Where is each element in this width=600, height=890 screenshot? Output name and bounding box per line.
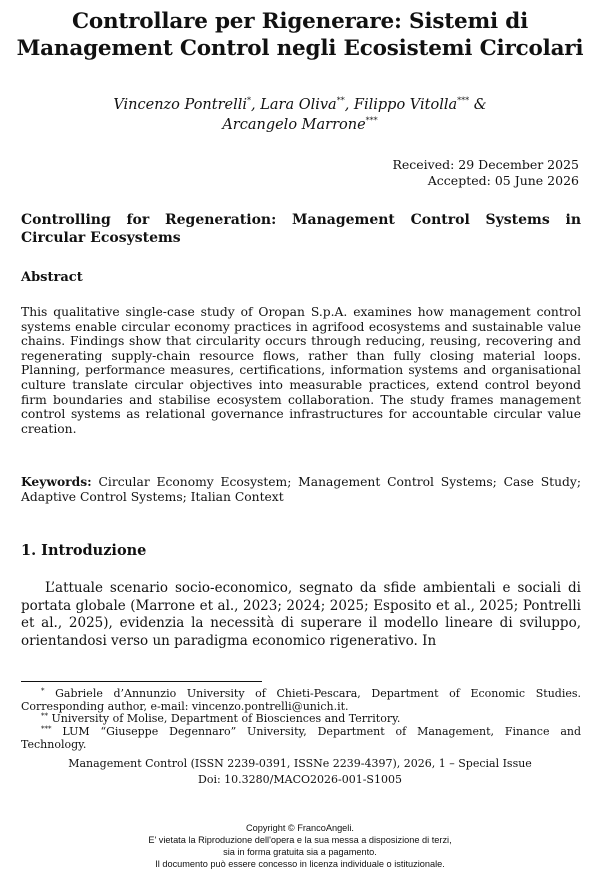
footnote-mark: ** <box>41 712 48 720</box>
footnote-text: Gabriele d’Annunzio University of Chieti-Pescara, Department of Economic Studies. Corresponding author, e-mail: vincenzo.pontrelli@unich.it. <box>21 687 581 713</box>
footnote <box>21 712 581 725</box>
keywords <box>21 475 581 504</box>
footnote <box>21 687 581 713</box>
footnote-divider <box>21 681 262 682</box>
footnote-text: LUM “Giuseppe Degennaro” University, Department of Management, Finance and Technology. <box>21 725 581 751</box>
copyright-line: sia in forma gratuita sia a pagamento. <box>223 847 377 857</box>
footnote-text: University of Molise, Department of Biosciences and Territory. <box>48 712 401 725</box>
journal-doi: Doi: 10.3280/MACO2026-001-S1005 <box>198 773 402 786</box>
author-line-1 <box>0 95 600 115</box>
footnote-mark: *** <box>41 725 52 733</box>
author-separator: & <box>469 97 487 113</box>
copyright-line: E' vietata la Riproduzione dell'opera e la sua messa a disposizione di terzi, <box>148 835 452 845</box>
submission-dates <box>392 157 579 189</box>
received-date: Received: 29 December 2025 <box>392 157 579 172</box>
paper-title <box>0 8 600 62</box>
copyright-notice <box>0 822 600 870</box>
affiliation-mark: * <box>247 96 252 105</box>
abstract-text: This qualitative single-case study of Oropan S.p.A. examines how management control systems enable circular economy practices in agrifood ecosystems and sustainable value chains. Findings show that circularity occurs through reducing, reusing, recovering and regenerating supply-chain resource flows, rather than fully closing material loops. Planning, performance measures, certifications, information systems and organisational culture translate circular objectives into measurable practices, extend control beyond firm boundaries and stabilise ecosystem collaboration. The study frames management control systems as relational governance infrastructures for accountable circular value creation. <box>21 305 581 436</box>
keywords-text: Circular Economy Ecosystem; Management Control Systems; Case Study; Adaptive Control Systems; Italian Context <box>21 475 581 504</box>
section-heading: 1. Introduzione <box>21 542 147 559</box>
title-line-2: Management Control negli Ecosistemi Circolari <box>16 36 584 61</box>
copyright-line: Il documento può essere concesso in licenza individuale o istituzionale. <box>155 859 445 869</box>
affiliation-mark: ** <box>336 96 345 105</box>
affiliation-mark: *** <box>457 96 470 105</box>
footnote <box>21 725 581 751</box>
affiliation-mark: *** <box>365 116 378 125</box>
journal-info <box>0 756 600 788</box>
author-separator: , <box>251 97 261 113</box>
title-line-1: Controllare per Rigenerare: Sistemi di <box>71 9 529 34</box>
author-name: Filippo Vitolla <box>353 97 458 113</box>
author-name: Vincenzo Pontrelli <box>113 97 248 113</box>
accepted-date: Accepted: 05 June 2026 <box>427 173 579 188</box>
english-title: Controlling for Regeneration: Management Control Systems in Circular Ecosystems <box>21 212 581 246</box>
journal-citation: Management Control (ISSN 2239-0391, ISSNe 2239-4397), 2026, 1 – Special Issue <box>68 757 532 770</box>
author-list <box>0 95 600 135</box>
author-name: Lara Oliva <box>260 97 337 113</box>
author-name: Arcangelo Marrone <box>222 117 366 133</box>
author-separator: , <box>344 97 354 113</box>
copyright-line: Copyright © FrancoAngeli. <box>246 823 354 833</box>
keywords-label: Keywords: <box>21 474 92 489</box>
abstract-heading: Abstract <box>21 270 83 285</box>
author-line-2 <box>0 115 600 135</box>
body-paragraph: L’attuale scenario socio-economico, segnato da sfide ambientali e sociali di portata globale (Marrone et al., 2023; 2024; 2025; Esposito et al., 2025; Pontrelli et al., 2025), evidenzia la necessità di superare il modello lineare di sviluppo, orientandosi verso un paradigma economico rigenerativo. In <box>21 580 581 649</box>
footnote-mark: * <box>41 687 45 695</box>
